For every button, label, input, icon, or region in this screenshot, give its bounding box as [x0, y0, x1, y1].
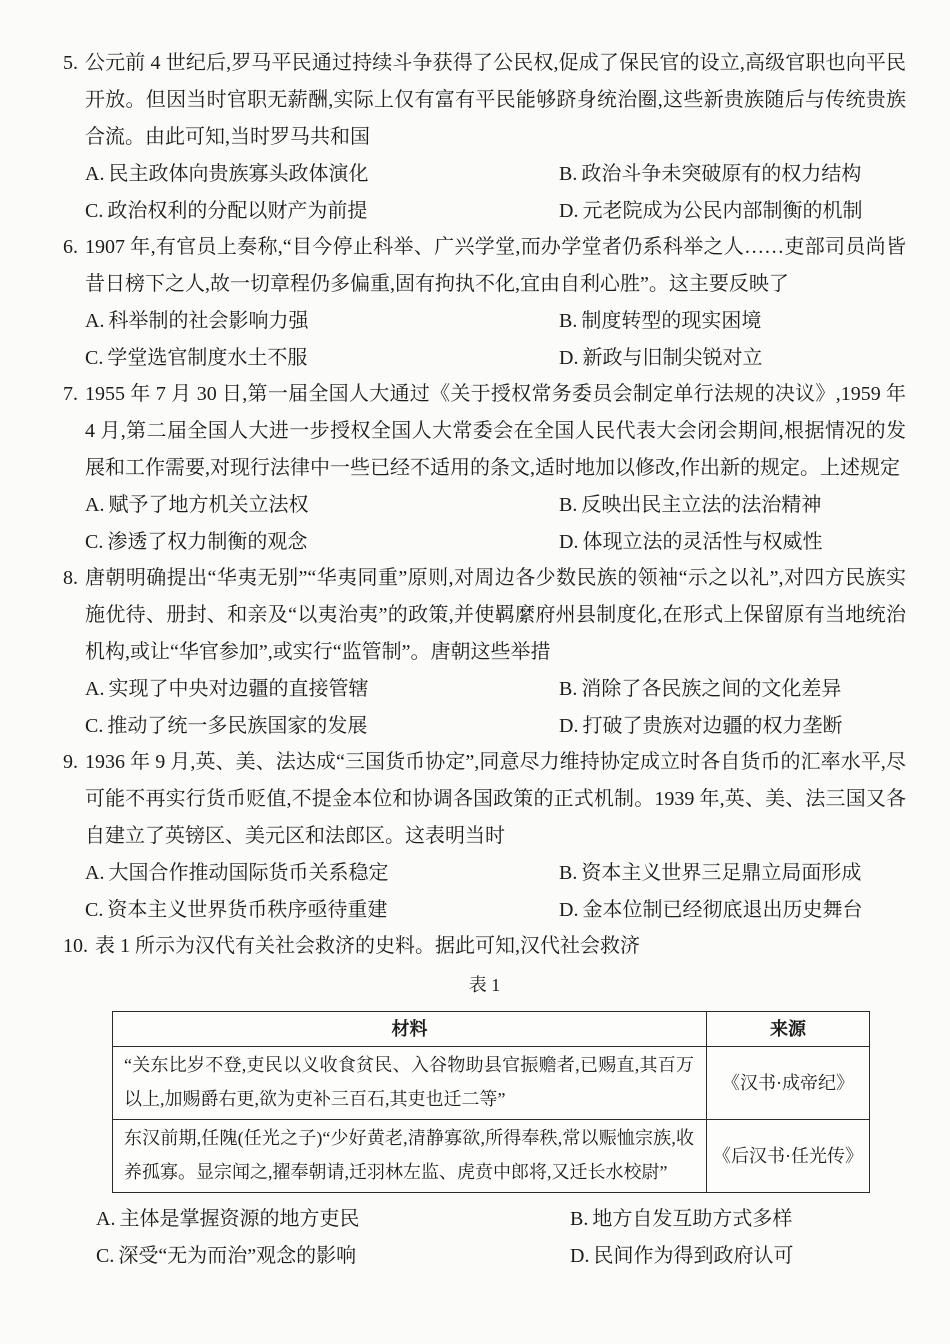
option-8-c: C. 推动了统一多民族国家的发展	[85, 714, 368, 737]
option-7-d: D. 体现立法的灵活性与权威性	[559, 530, 823, 553]
question-6-stem	[63, 229, 906, 303]
question-8-options	[63, 671, 906, 744]
question-5-stem	[63, 45, 906, 156]
option-7-b: B. 反映出民主立法的法治精神	[559, 494, 822, 516]
question-10-text: 表 1 所示为汉代有关社会救济的史料。据此可知,汉代社会救济	[95, 935, 640, 957]
question-9-text: 1936 年 9 月,英、美、法达成“三国货币协定”,同意尽力维持协定成立时各自货币的汇率水平,尽可能不再实行货币贬值,不提金本位和协调各国政策的正式机制。1939 年,英、美、法三国又各自建立了英镑区、美元区和法郎区。这表明当时	[85, 751, 906, 847]
table-row-1-source: 《汉书·成帝纪》	[707, 1047, 870, 1120]
option-7-a: A. 赋予了地方机关立法权	[85, 494, 309, 516]
option-6-a: A. 科举制的社会影响力强	[85, 310, 309, 332]
question-8-number: 8.	[63, 567, 78, 589]
option-5-a: A. 民主政体向贵族寡头政体演化	[85, 163, 369, 185]
option-10-b: B. 地方自发互助方式多样	[570, 1208, 793, 1230]
question-6	[63, 229, 906, 376]
table-row-1-material: “关东比岁不登,吏民以义收食贫民、入谷物助县官振赡者,已赐直,其百万以上,加赐爵右更,欲为吏补三百石,其吏也迁二等”	[113, 1047, 707, 1120]
option-8-a: A. 实现了中央对边疆的直接管辖	[85, 678, 369, 700]
question-8-stem	[63, 560, 906, 671]
question-7-text: 1955 年 7 月 30 日,第一届全国人大通过《关于授权常务委员会制定单行法规的决议》,1959 年 4 月,第二届全国人大进一步授权全国人大常委会在全国人民代表大会闭会期间,根据情况的发展和工作需要,对现行法律中一些已经不适用的条文,适时地加以修改,作出新的规定。上述规定	[85, 383, 906, 479]
question-5	[63, 45, 906, 229]
question-8	[63, 560, 906, 744]
option-9-b: B. 资本主义世界三足鼎立局面形成	[559, 862, 862, 884]
option-10-a: A. 主体是掌握资源的地方吏民	[96, 1208, 360, 1230]
option-6-b: B. 制度转型的现实困境	[559, 310, 762, 332]
question-10-stem	[63, 928, 906, 965]
question-5-text: 公元前 4 世纪后,罗马平民通过持续斗争获得了公民权,促成了保民官的设立,高级官职也向平民开放。但因当时官职无薪酬,实际上仅有富有平民能够跻身统治圈,这些新贵族随后与传统贵族合流。由此可知,当时罗马共和国	[85, 52, 906, 148]
table-header-material: 材料	[113, 1012, 707, 1047]
option-6-d: D. 新政与旧制尖锐对立	[559, 346, 763, 369]
option-5-b: B. 政治斗争未突破原有的权力结构	[559, 163, 862, 185]
option-6-c: C. 学堂选官制度水土不服	[85, 346, 308, 369]
question-9-options	[63, 855, 906, 928]
table-row	[113, 1047, 870, 1120]
question-10-options	[63, 1201, 906, 1274]
option-9-c: C. 资本主义世界货币秩序亟待重建	[85, 898, 388, 921]
table-row	[113, 1120, 870, 1193]
option-5-c: C. 政治权利的分配以财产为前提	[85, 199, 368, 222]
spacer	[63, 1193, 906, 1201]
table-1-caption: 表 1	[468, 975, 501, 995]
question-7	[63, 376, 906, 560]
option-7-c: C. 渗透了权力制衡的观念	[85, 530, 308, 553]
question-6-number: 6.	[63, 236, 78, 258]
table-1	[112, 1011, 870, 1193]
question-7-stem	[63, 376, 906, 487]
question-5-options	[63, 156, 906, 229]
question-5-number: 5.	[63, 52, 78, 74]
option-10-d: D. 民间作为得到政府认可	[570, 1244, 794, 1267]
question-9-stem	[63, 744, 906, 855]
question-6-options	[63, 303, 906, 376]
table-header-row	[113, 1012, 870, 1047]
question-9-number: 9.	[63, 751, 78, 773]
table-row-2-material: 东汉前期,任隗(任光之子)“少好黄老,清静寡欲,所得奉秩,常以赈恤宗族,收养孤寡。显宗闻之,擢奉朝请,迁羽林左监、虎贲中郎将,又迁长水校尉”	[113, 1120, 707, 1193]
option-9-a: A. 大国合作推动国际货币关系稳定	[85, 862, 389, 884]
question-6-text: 1907 年,有官员上奏称,“目今停止科举、广兴学堂,而办学堂者仍系科举之人……吏部司员尚皆昔日榜下之人,故一切章程仍多偏重,固有拘执不化,宜由自利心胜”。这主要反映了	[85, 236, 906, 295]
question-10	[63, 928, 906, 1274]
question-7-options	[63, 487, 906, 560]
option-8-b: B. 消除了各民族之间的文化差异	[559, 678, 842, 700]
option-8-d: D. 打破了贵族对边疆的权力垄断	[559, 714, 843, 737]
table-header-source: 来源	[707, 1012, 870, 1047]
table-row-2-source: 《后汉书·任光传》	[707, 1120, 870, 1193]
option-9-d: D. 金本位制已经彻底退出历史舞台	[559, 898, 863, 921]
question-10-number: 10.	[63, 935, 88, 957]
question-9	[63, 744, 906, 928]
option-5-d: D. 元老院成为公民内部制衡的机制	[559, 199, 863, 222]
question-7-number: 7.	[63, 383, 78, 405]
question-8-text: 唐朝明确提出“华夷无别”“华夷同重”原则,对周边各少数民族的领袖“示之以礼”,对四方民族实施优待、册封、和亲及“以夷治夷”的政策,并使羁縻府州县制度化,在形式上保留原有当地统治机构,或让“华官参加”,或实行“监管制”。唐朝这些举措	[85, 567, 906, 663]
option-10-c: C. 深受“无为而治”观念的影响	[96, 1244, 357, 1267]
